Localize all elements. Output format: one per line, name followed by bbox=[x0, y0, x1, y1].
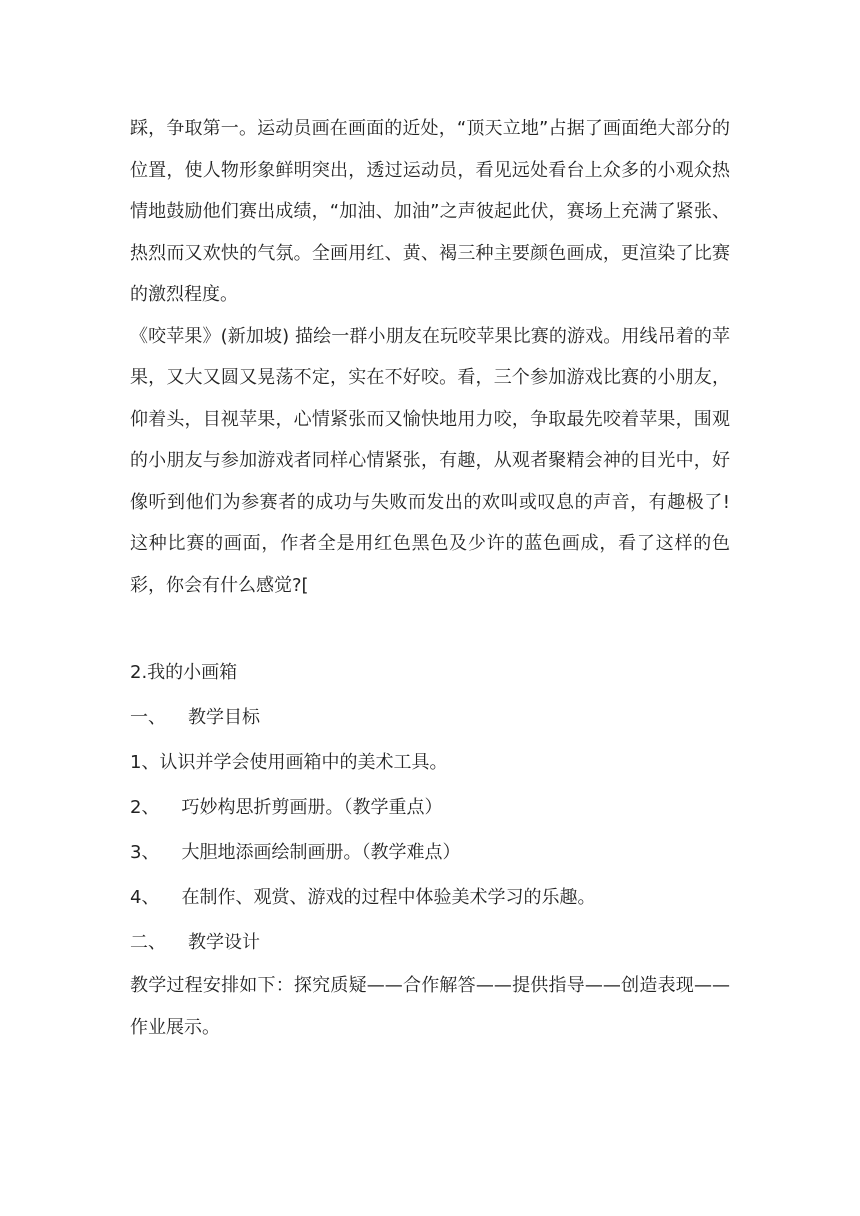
blank-line bbox=[130, 606, 730, 650]
heading-text: 教学目标 bbox=[188, 707, 260, 728]
paragraph-apple-biting: 《咬苹果》(新加坡) 描绘一群小朋友在玩咬苹果比赛的游戏。用线吊着的苹果，又大又圆又晃荡不定，实在不好咬。看，三个参加游戏比赛的小朋友，仰着头，目视苹果，心情紧张而又愉快地用力咬，争取最先咬着苹果，围观的小朋友与参加游戏者同样心情紧张，有趣，从观者聚精会神的目光中，好像听到他们为参赛者的成功与失败而发出的欢叫或叹息的声音，有趣极了!这种比赛的画面，作者全是用红色黑色及少许的蓝色画成，看了这样的色彩，你会有什么感觉?[ bbox=[130, 325, 730, 596]
goal-item-1: 1、认识并学会使用画箱中的美术工具。 bbox=[130, 752, 448, 773]
section-title: 2.我的小画箱 bbox=[130, 662, 238, 683]
goal-text: 大胆地添画绘制画册。（教学难点） bbox=[181, 842, 461, 863]
document-page bbox=[130, 108, 730, 1048]
heading-teaching-goals bbox=[130, 695, 730, 740]
goal-number: 3、 bbox=[130, 842, 160, 863]
goal-number: 2、 bbox=[130, 797, 160, 818]
heading-teaching-design bbox=[130, 920, 730, 965]
goal-item-2 bbox=[130, 785, 730, 830]
goal-item-4 bbox=[130, 875, 730, 920]
paragraph-design-process: 教学过程安排如下：探究质疑——合作解答——提供指导——创造表现——作业展示。 bbox=[130, 975, 730, 1038]
heading-number: 一、 bbox=[130, 707, 166, 728]
goal-text: 巧妙构思折剪画册。（教学重点） bbox=[181, 797, 443, 818]
heading-text: 教学设计 bbox=[188, 932, 260, 953]
goal-item-3 bbox=[130, 830, 730, 875]
paragraph-race-description: 踩，争取第一。运动员画在画面的近处，“顶天立地”占据了画面绝大部分的位置，使人物形象鲜明突出，透过运动员，看见远处看台上众多的小观众热情地鼓励他们赛出成绩，“加油、加油”之声彼起此伏，赛场上充满了紧张、热烈而又欢快的气氛。全画用红、黄、褐三种主要颜色画成，更渲染了比赛的激烈程度。 bbox=[130, 118, 730, 305]
goal-text: 在制作、观赏、游戏的过程中体验美术学习的乐趣。 bbox=[181, 887, 596, 908]
heading-number: 二、 bbox=[130, 932, 166, 953]
goal-number: 4、 bbox=[130, 887, 160, 908]
